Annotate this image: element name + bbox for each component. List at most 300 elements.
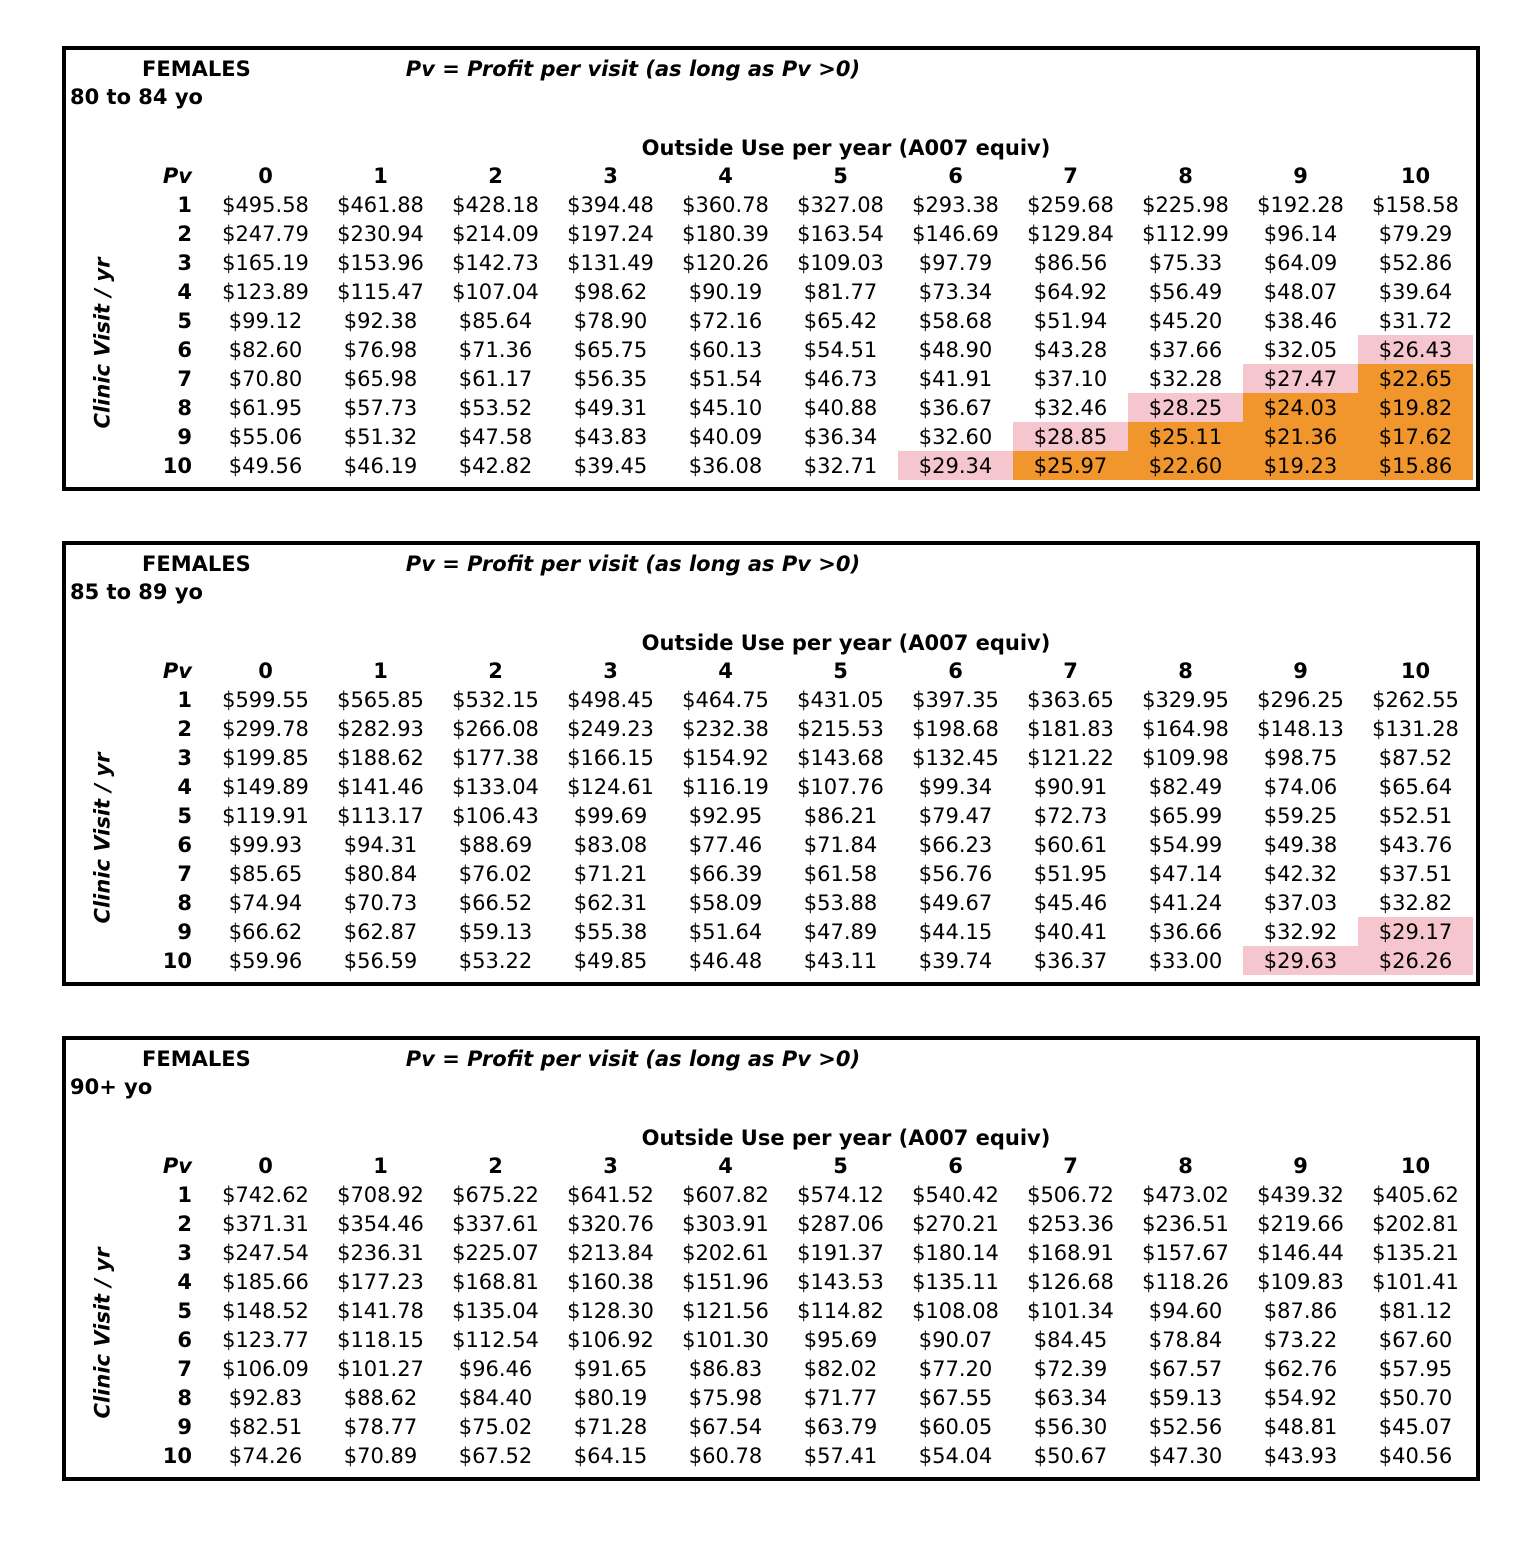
table-cell: $708.92 [337,1182,424,1207]
table-cell: $32.46 [1033,395,1108,420]
table-cell: $42.32 [1263,861,1338,886]
table-cell: $43.11 [803,948,878,973]
table-cell: $61.17 [458,366,533,391]
table-cell: $32.92 [1263,919,1338,944]
table-row [136,1238,1473,1267]
table-cell: $431.05 [797,687,884,712]
table-cell: $65.75 [573,337,648,362]
table-cell: $185.66 [222,1269,309,1294]
table-cell: $25.97 [1013,451,1128,480]
table-row [136,335,1473,364]
table-cell: $213.84 [567,1240,654,1265]
table-cell: $67.54 [688,1414,763,1439]
table-cell: $39.64 [1378,279,1453,304]
table-cell: $225.07 [452,1240,539,1265]
table-cell: $199.85 [222,745,309,770]
table-cell: $405.62 [1372,1182,1459,1207]
table-cell: $71.28 [573,1414,648,1439]
table-body [136,1180,1473,1470]
title-row [66,56,1476,84]
table-cell: $55.06 [228,424,303,449]
table-cell: $141.46 [337,774,424,799]
table-cell: $141.78 [337,1298,424,1323]
table-cell: $641.52 [567,1182,654,1207]
table-cell: $88.62 [343,1385,418,1410]
table-row [136,714,1473,743]
table-cell: $71.36 [458,337,533,362]
table-cell: $40.09 [688,424,763,449]
table-cell: $83.08 [573,832,648,857]
table-cell: $63.79 [803,1414,878,1439]
table-cell: $37.66 [1148,337,1223,362]
table-row [136,248,1473,277]
table-row [136,946,1473,975]
table-cell: $146.44 [1257,1240,1344,1265]
table-cell: $45.07 [1378,1414,1453,1439]
table-cell: $36.08 [688,453,763,478]
row-header: 7 [177,366,192,391]
table-cell: $70.89 [343,1443,418,1468]
table-cell: $106.43 [452,803,539,828]
table-cell: $135.11 [912,1269,999,1294]
table-cell: $99.93 [228,832,303,857]
table-cell: $116.19 [682,774,769,799]
table-cell: $59.13 [458,919,533,944]
table-row [136,917,1473,946]
table-cell: $73.22 [1263,1327,1338,1352]
row-axis-title [68,1185,136,1480]
table-cell: $54.04 [918,1443,993,1468]
col-header: 6 [948,1154,963,1178]
table-cell: $96.46 [458,1356,533,1381]
table-cell: $106.09 [222,1356,309,1381]
col-axis-title: Outside Use per year (A007 equiv) [641,1126,1051,1150]
table-cell: $197.24 [567,221,654,246]
table-cell: $128.30 [567,1298,654,1323]
table-row [136,772,1473,801]
col-header: 3 [603,659,618,683]
col-header: 6 [948,164,963,188]
table-cell: $84.40 [458,1385,533,1410]
col-header: 4 [718,659,733,683]
table-cell: $82.49 [1148,774,1223,799]
table-cell: $165.19 [222,250,309,275]
row-axis-title-text: Clinic Visit / yr [90,1247,114,1418]
table-cell: $26.26 [1358,946,1473,975]
table-cell: $320.76 [567,1211,654,1236]
table-cell: $60.78 [688,1443,763,1468]
table-row [136,1209,1473,1238]
table-row [136,1383,1473,1412]
table-row [136,743,1473,772]
table-cell: $160.38 [567,1269,654,1294]
table-cell: $40.41 [1033,919,1108,944]
table-cell: $198.68 [912,716,999,741]
col-header: 10 [1400,659,1431,683]
table-cell: $192.28 [1257,192,1344,217]
table-cell: $177.23 [337,1269,424,1294]
table-cell: $43.28 [1033,337,1108,362]
table-cell: $66.52 [458,890,533,915]
col-header: 8 [1178,1154,1193,1178]
table-cell: $120.26 [682,250,769,275]
table-cell: $270.21 [912,1211,999,1236]
table-cell: $48.07 [1263,279,1338,304]
table-cell: $63.34 [1033,1385,1108,1410]
table-cell: $148.52 [222,1298,309,1323]
table-cell: $40.56 [1378,1443,1453,1468]
table-cell: $90.91 [1033,774,1108,799]
table-cell: $109.98 [1142,745,1229,770]
table-cell: $67.52 [458,1443,533,1468]
table-cell: $84.45 [1033,1327,1108,1352]
table-cell: $57.73 [343,395,418,420]
row-header: 5 [177,1298,192,1323]
table-cell: $96.14 [1263,221,1338,246]
table-cell: $72.16 [688,308,763,333]
col-header: 9 [1293,659,1308,683]
table-cell: $97.79 [918,250,993,275]
title-row [66,551,1476,579]
table-cell: $59.96 [228,948,303,973]
table-cell: $129.84 [1027,221,1114,246]
table-cell: $82.02 [803,1356,878,1381]
table-cell: $282.93 [337,716,424,741]
table-cell: $76.02 [458,861,533,886]
table-cell: $28.85 [1013,422,1128,451]
row-header: 10 [162,1443,192,1468]
table-cell: $215.53 [797,716,884,741]
col-header: 1 [373,659,388,683]
table-cell: $225.98 [1142,192,1229,217]
formula-note: Pv = Profit per visit (as long as Pv >0) [405,552,861,576]
table-cell: $77.46 [688,832,763,857]
table-cell: $249.23 [567,716,654,741]
table-cell: $58.09 [688,890,763,915]
table-cell: $151.96 [682,1269,769,1294]
row-header: 1 [177,192,192,217]
table-cell: $99.69 [573,803,648,828]
col-header: 7 [1063,164,1078,188]
table-cell: $80.84 [343,861,418,886]
row-header: 9 [177,424,192,449]
table-cell: $118.26 [1142,1269,1229,1294]
table-cell: $121.56 [682,1298,769,1323]
table-cell: $54.51 [803,337,878,362]
table-cell: $473.02 [1142,1182,1229,1207]
row-header: 8 [177,395,192,420]
table-cell: $91.65 [573,1356,648,1381]
row-header: 6 [177,832,192,857]
table-cell: $168.81 [452,1269,539,1294]
table-row [136,1441,1473,1470]
table-cell: $188.62 [337,745,424,770]
table-cell: $32.28 [1148,366,1223,391]
col-header: 2 [488,659,503,683]
row-header: 10 [162,948,192,973]
table-cell: $60.05 [918,1414,993,1439]
row-header: 3 [177,1240,192,1265]
table-row [136,1354,1473,1383]
table-cell: $43.83 [573,424,648,449]
table-cell: $79.47 [918,803,993,828]
table-cell: $247.79 [222,221,309,246]
table-cell: $88.69 [458,832,533,857]
table-row [136,393,1473,422]
table-body [136,685,1473,975]
table-cell: $87.52 [1378,745,1453,770]
col-header: 4 [718,164,733,188]
table-cell: $90.19 [688,279,763,304]
table-cell: $75.33 [1148,250,1223,275]
table-cell: $26.43 [1358,335,1473,364]
table-cell: $101.41 [1372,1269,1459,1294]
table-cell: $19.23 [1243,451,1358,480]
table-cell: $29.17 [1358,917,1473,946]
table-cell: $143.68 [797,745,884,770]
table-cell: $55.38 [573,919,648,944]
table-cell: $78.77 [343,1414,418,1439]
table-cell: $64.09 [1263,250,1338,275]
table-cell: $109.03 [797,250,884,275]
col-header: 6 [948,659,963,683]
table-cell: $65.42 [803,308,878,333]
table-cell: $47.89 [803,919,878,944]
table-cell: $33.00 [1148,948,1223,973]
table-cell: $81.77 [803,279,878,304]
table-cell: $149.89 [222,774,309,799]
table-cell: $37.51 [1378,861,1453,886]
table-cell: $135.21 [1372,1240,1459,1265]
table-row [136,859,1473,888]
table-cell: $29.34 [898,451,1013,480]
table-cell: $74.94 [228,890,303,915]
group-label: FEMALES [142,552,251,576]
table-cell: $66.39 [688,861,763,886]
table-cell: $532.15 [452,687,539,712]
row-header: 5 [177,308,192,333]
table-cell: $45.10 [688,395,763,420]
table-cell: $45.46 [1033,890,1108,915]
profit-table-females-85-89 [62,541,1480,986]
formula-note: Pv = Profit per visit (as long as Pv >0) [405,1047,861,1071]
table-row [136,685,1473,714]
table-cell: $202.81 [1372,1211,1459,1236]
table-cell: $56.35 [573,366,648,391]
table-cell: $40.88 [803,395,878,420]
table-cell: $439.32 [1257,1182,1344,1207]
table-cell: $22.60 [1128,451,1243,480]
table-cell: $495.58 [222,192,309,217]
table-cell: $163.54 [797,221,884,246]
corner-label: Pv [162,659,192,683]
table-cell: $27.47 [1243,364,1358,393]
col-header: 8 [1178,164,1193,188]
table-cell: $77.20 [918,1356,993,1381]
table-cell: $87.86 [1263,1298,1338,1323]
table-cell: $95.69 [803,1327,878,1352]
col-header: 5 [833,659,848,683]
table-cell: $29.63 [1243,946,1358,975]
table-cell: $371.31 [222,1211,309,1236]
table-cell: $106.92 [567,1327,654,1352]
table-cell: $25.11 [1128,422,1243,451]
table-row [136,364,1473,393]
table-cell: $62.76 [1263,1356,1338,1381]
table-body [136,190,1473,480]
table-cell: $51.54 [688,366,763,391]
table-cell: $107.04 [452,279,539,304]
table-row [136,422,1473,451]
row-header: 4 [177,1269,192,1294]
table-cell: $236.31 [337,1240,424,1265]
table-cell: $133.04 [452,774,539,799]
table-cell: $72.39 [1033,1356,1108,1381]
table-cell: $37.10 [1033,366,1108,391]
row-header: 6 [177,337,192,362]
table-cell: $36.66 [1148,919,1223,944]
table-cell: $177.38 [452,745,539,770]
table-cell: $44.15 [918,919,993,944]
table-row [136,1180,1473,1209]
table-cell: $191.37 [797,1240,884,1265]
table-row [136,219,1473,248]
row-header: 2 [177,221,192,246]
table-cell: $71.77 [803,1385,878,1410]
row-header: 3 [177,250,192,275]
row-header: 7 [177,861,192,886]
table-cell: $39.74 [918,948,993,973]
table-cell: $99.12 [228,308,303,333]
table-cell: $53.88 [803,890,878,915]
table-cell: $126.68 [1027,1269,1114,1294]
table-row [136,1325,1473,1354]
group-label: FEMALES [142,57,251,81]
table-cell: $51.64 [688,919,763,944]
table-cell: $56.30 [1033,1414,1108,1439]
col-header: 9 [1293,164,1308,188]
table-cell: $28.25 [1128,393,1243,422]
table-cell: $574.12 [797,1182,884,1207]
row-header: 9 [177,1414,192,1439]
table-cell: $60.61 [1033,832,1108,857]
table-cell: $50.70 [1378,1385,1453,1410]
table-cell: $19.82 [1358,393,1473,422]
table-cell: $143.53 [797,1269,884,1294]
col-header: 0 [258,1154,273,1178]
table-cell: $76.98 [343,337,418,362]
table-cell: $123.77 [222,1327,309,1352]
table-cell: $108.08 [912,1298,999,1323]
table-row [136,830,1473,859]
table-cell: $65.64 [1378,774,1453,799]
table-cell: $71.84 [803,832,878,857]
table-cell: $70.80 [228,366,303,391]
table-cell: $135.04 [452,1298,539,1323]
table-cell: $49.56 [228,453,303,478]
table-cell: $54.99 [1148,832,1223,857]
table-cell: $82.60 [228,337,303,362]
table-cell: $47.14 [1148,861,1223,886]
table-cell: $107.76 [797,774,884,799]
table-cell: $180.14 [912,1240,999,1265]
table-cell: $164.98 [1142,716,1229,741]
table-cell: $75.02 [458,1414,533,1439]
table-cell: $37.03 [1263,890,1338,915]
table-cell: $742.62 [222,1182,309,1207]
table-cell: $293.38 [912,192,999,217]
table-cell: $607.82 [682,1182,769,1207]
table-cell: $262.55 [1372,687,1459,712]
table-cell: $46.73 [803,366,878,391]
table-cell: $79.29 [1378,221,1453,246]
table-cell: $46.19 [343,453,418,478]
table-cell: $142.73 [452,250,539,275]
table-cell: $99.34 [918,774,993,799]
table-cell: $98.62 [573,279,648,304]
row-header: 8 [177,1385,192,1410]
table-cell: $73.34 [918,279,993,304]
table-cell: $36.37 [1033,948,1108,973]
table-cell: $56.59 [343,948,418,973]
table-cell: $47.58 [458,424,533,449]
table-cell: $61.58 [803,861,878,886]
table-cell: $56.49 [1148,279,1223,304]
col-header: 5 [833,1154,848,1178]
table-cell: $98.75 [1263,745,1338,770]
row-header: 1 [177,1182,192,1207]
table-cell: $101.34 [1027,1298,1114,1323]
table-row [136,801,1473,830]
table-cell: $394.48 [567,192,654,217]
table-cell: $101.27 [337,1356,424,1381]
table-cell: $124.61 [567,774,654,799]
col-header: 2 [488,164,503,188]
table-cell: $78.90 [573,308,648,333]
table-cell: $146.69 [912,221,999,246]
table-cell: $101.30 [682,1327,769,1352]
table-cell: $48.81 [1263,1414,1338,1439]
row-axis-title-text: Clinic Visit / yr [90,752,114,923]
col-header: 3 [603,164,618,188]
group-label: FEMALES [142,1047,251,1071]
table-cell: $67.57 [1148,1356,1223,1381]
table-cell: $94.60 [1148,1298,1223,1323]
table-cell: $181.83 [1027,716,1114,741]
table-cell: $296.25 [1257,687,1344,712]
corner-label: Pv [162,164,192,188]
table-cell: $43.76 [1378,832,1453,857]
table-cell: $498.45 [567,687,654,712]
table-cell: $49.67 [918,890,993,915]
table-cell: $15.86 [1358,451,1473,480]
table-cell: $42.82 [458,453,533,478]
profit-table-females-90-plus [62,1036,1480,1481]
table-row [136,888,1473,917]
table-row [136,1296,1473,1325]
table-cell: $148.13 [1257,716,1344,741]
table-cell: $232.38 [682,716,769,741]
table-row [136,190,1473,219]
row-header: 2 [177,1211,192,1236]
row-header: 5 [177,803,192,828]
row-header: 10 [162,453,192,478]
table-cell: $66.62 [228,919,303,944]
table-cell: $66.23 [918,832,993,857]
table-cell: $158.58 [1372,192,1459,217]
table-cell: $236.51 [1142,1211,1229,1236]
table-cell: $74.06 [1263,774,1338,799]
